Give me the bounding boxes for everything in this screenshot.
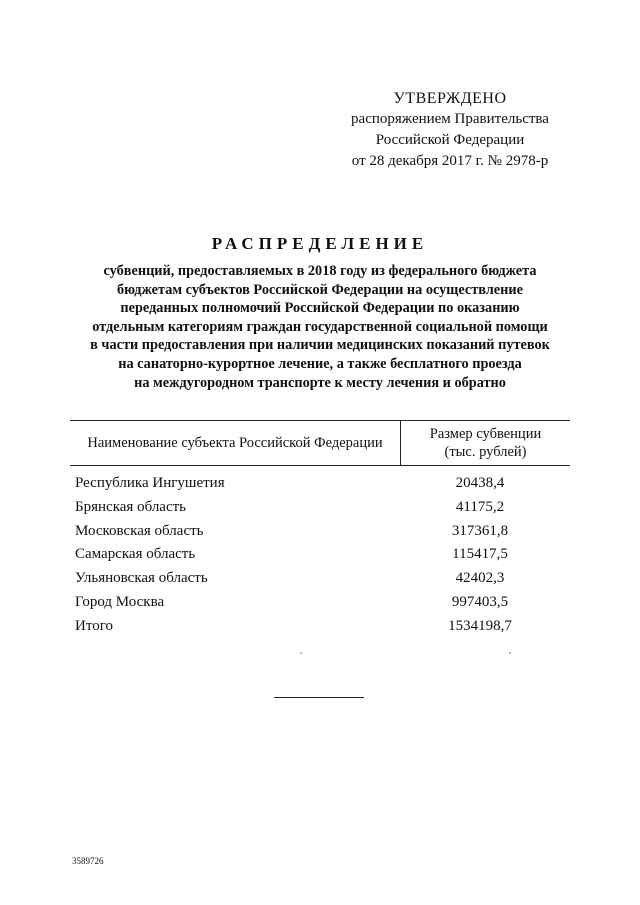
table-body [75,475,570,642]
region-name: Город Москва [75,593,165,610]
region-name: Московская область [75,522,204,539]
approved-title: УТВЕРЖДЕНО [393,90,507,107]
region-name: Брянская область [75,498,187,515]
table-row-total [75,618,570,642]
region-name: Самарская область [75,546,196,563]
subvention-amount: 997403,5 [451,593,509,610]
subvention-amount: 20438,4 [455,475,505,491]
subvention-amount: 317361,8 [451,522,509,539]
subtitle-line: бюджетам субъектов Российской Федерации на осуществление [117,281,523,298]
document-subtitle [60,262,580,392]
approval-line-2: Российской Федерации [375,132,525,148]
column-header-amount-line-2: (тыс. рублей) [444,444,527,460]
subtitle-line: на санаторно-курортное лечение, а также бесплатного проезда [118,355,522,372]
subtitle-line: переданных полномочий Российской Федерации по оказанию [120,300,520,317]
subtitle-line: на междугородном транспорте к месту лечения и обратно [134,374,506,391]
approval-line-3: от 28 декабря 2017 г. № 2978-р [351,153,549,169]
subvention-amount: 115417,5 [452,546,508,563]
scan-speck [509,652,511,654]
document-number: 3589726 [72,856,104,866]
table-row [75,523,570,547]
subvention-table [70,420,570,634]
scan-speck [300,652,302,654]
subvention-amount: 41175,2 [455,498,505,515]
subtitle-line: в части предоставления при наличии медицинских показаний путевок [90,337,550,354]
region-name: Республика Ингушетия [75,475,225,491]
total-amount: 1534198,7 [448,617,512,634]
column-header-amount-line-1: Размер субвенции [429,426,542,442]
end-separator-line [274,697,364,698]
column-header-amount [401,421,570,465]
table-row [75,570,570,594]
total-label: Итого [75,617,113,634]
table-row [75,499,570,523]
document-title: РАСПРЕДЕЛЕНИЕ [211,234,429,253]
table-row [75,594,570,618]
region-name: Ульяновская область [75,570,208,587]
approval-line-1: распоряжением Правительства [351,111,549,127]
subtitle-line: субвенций, предоставляемых в 2018 году из федерального бюджета [103,263,537,279]
subtitle-line: отдельным категориям граждан государственной социальной помощи [92,318,548,335]
table-header [70,420,570,466]
table-row [75,475,570,499]
table-row [75,546,570,570]
subvention-amount: 42402,3 [455,570,505,587]
column-header-name: Наименование субъекта Российской Федерации [70,421,401,465]
approval-stamp [330,88,570,172]
